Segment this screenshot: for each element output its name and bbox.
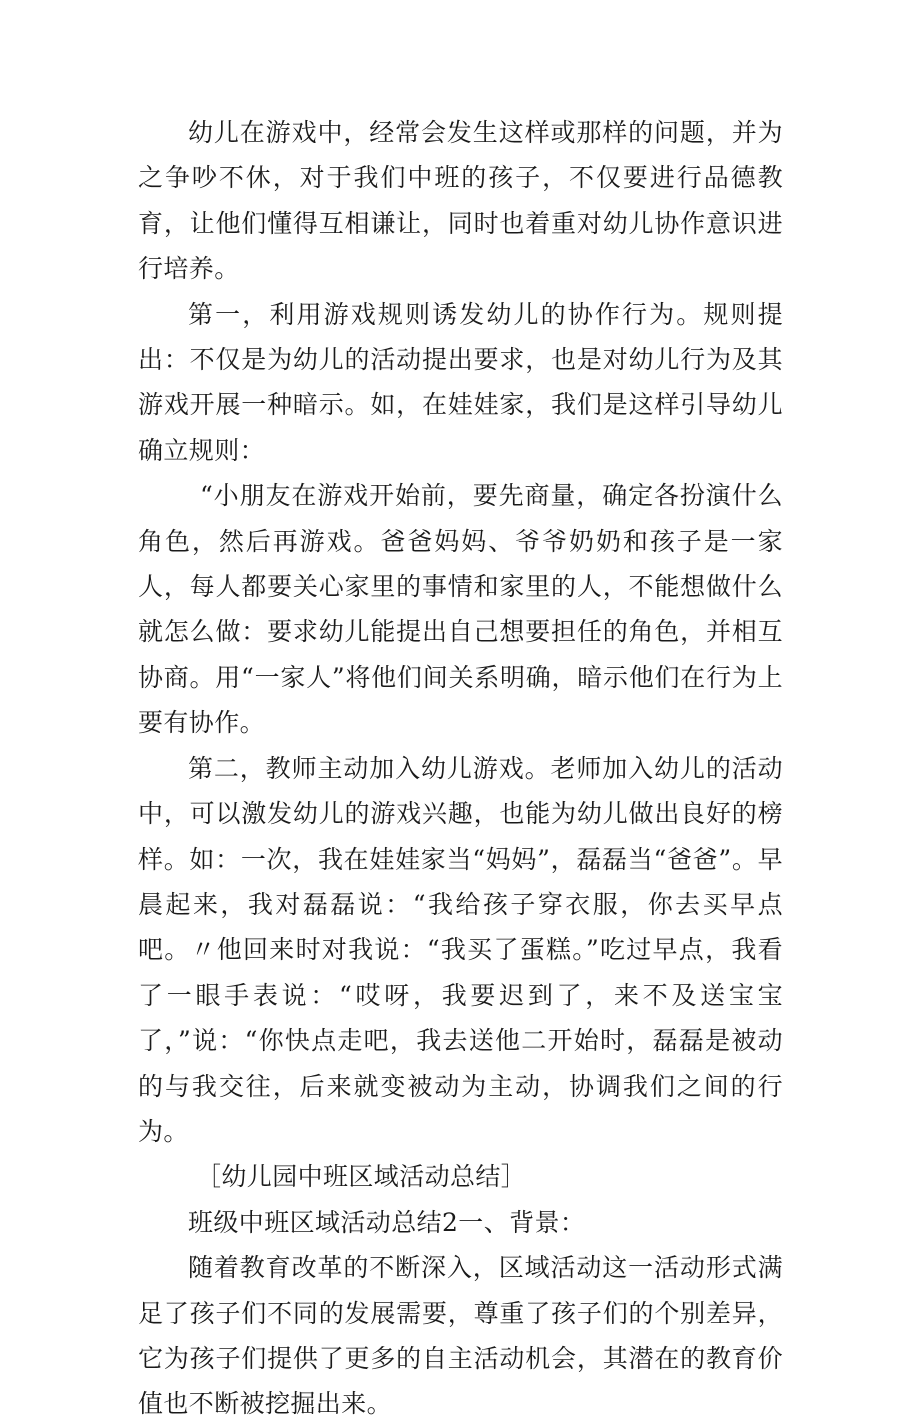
paragraph-rule-quote: “小朋友在游戏开始前，要先商量，确定各扮演什么角色，然后再游戏。爸爸妈妈、爷爷奶奶和孩子是一家人，每人都要关心家里的事情和家里的人，不能想做什么就怎么做：要求幼儿能提出自己想要担任的角色，并相互协商。用“一家人”将他们间关系明确，暗示他们在行为上要有协作。 [138,481,783,738]
paragraph-background: 随着教育改革的不断深入，区域活动这一活动形式满足了孩子们不同的发展需要，尊重了孩子们的个别差异，它为孩子们提供了更多的自主活动机会，其潜在的教育价值也不断被挖掘出来。 [138,1253,783,1419]
section-title: ［幼儿园中班区域活动总结］ [196,1162,527,1192]
paragraph-second-point: 第二，教师主动加入幼儿游戏。老师加入幼儿的活动中，可以激发幼儿的游戏兴趣，也能为幼儿做出良好的榜样。如：一次，我在娃娃家当“妈妈”，磊磊当“爸爸”。早晨起来，我对磊磊说：“我给孩子穿衣服，你去买早点吧。〃他回来时对我说：“我买了蛋糕。”吃过早点，我看了一眼手表说：“哎呀，我要迟到了，来不及送宝宝了，”说：“你快点走吧，我去送他二开始时，磊磊是被动的与我交往，后来就变被动为主动，协调我们之间的行为。 [138,753,783,1146]
section-heading-background: 班级中班区域活动总结2一、背景： [188,1207,586,1237]
paragraph-first-point: 第一，利用游戏规则诱发幼儿的协作行为。规则提出：不仅是为幼儿的活动提出要求，也是对幼儿行为及其游戏开展一种暗示。如，在娃娃家，我们是这样引导幼儿确立规则： [138,299,783,465]
paragraph-intro: 幼儿在游戏中，经常会发生这样或那样的问题，并为之争吵不休，对于我们中班的孩子，不仅要进行品德教育，让他们懂得互相谦让，同时也着重对幼儿协作意识进行培养。 [138,118,783,284]
document-body [138,110,783,1427]
